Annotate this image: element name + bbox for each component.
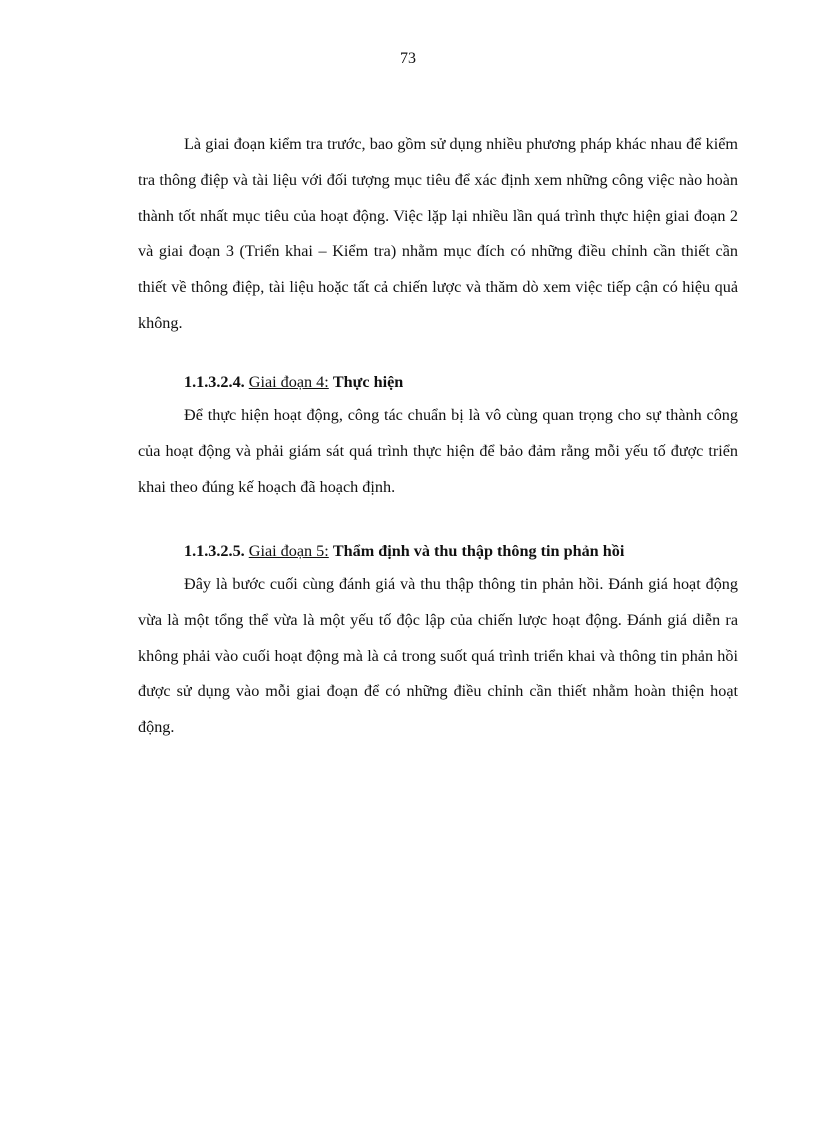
section-title: Thực hiện [332,373,404,391]
section-heading [138,367,738,398]
section-number: 1.1.3.2.4. [184,373,245,391]
intro-paragraph: Là giai đoạn kiểm tra trước, bao gồm sử dụng nhiều phương pháp khác nhau để kiểm tra thông điệp và tài liệu với đối tượng mục tiêu để xác định xem những công việc nào hoàn thành tốt nhất mục tiêu của hoạt động. Việc lặp lại nhiều lần quá trình thực hiện giai đoạn 2 và giai đoạn 3 (Triển khai – Kiểm tra) nhằm mục đích có những điều chỉnh cần thiết cần thiết về thông điệp, tài liệu hoặc tất cả chiến lược và thăm dò xem việc tiếp cận có hiệu quả không. [138,135,738,332]
section-title: Thẩm định và thu thập thông tin phản hồi [332,542,625,560]
section-phase-label: Giai đoạn 4: [248,373,329,391]
section-number: 1.1.3.2.5. [184,542,245,560]
section-phase-5 [138,536,738,746]
section-heading [138,536,738,567]
section-paragraph: Để thực hiện hoạt động, công tác chuẩn bị là vô cùng quan trọng cho sự thành công của hoạt động và phải giám sát quá trình thực hiện để bảo đảm rằng mỗi yếu tố được triển khai theo đúng kế hoạch đã hoạch định. [138,406,738,496]
intro-section [138,127,738,342]
section-phase-4 [138,367,738,505]
section-paragraph: Đây là bước cuối cùng đánh giá và thu thập thông tin phản hồi. Đánh giá hoạt động vừa là một tổng thể vừa là một yếu tố độc lập của chiến lược hoạt động. Đánh giá diễn ra không phải vào cuối hoạt động mà là cả trong suốt quá trình triển khai và thông tin phản hồi được sử dụng vào mỗi giai đoạn để có những điều chỉnh cần thiết nhằm hoàn thiện hoạt động. [138,575,738,737]
section-phase-label: Giai đoạn 5: [248,542,329,560]
page-number: 73 [400,50,416,67]
